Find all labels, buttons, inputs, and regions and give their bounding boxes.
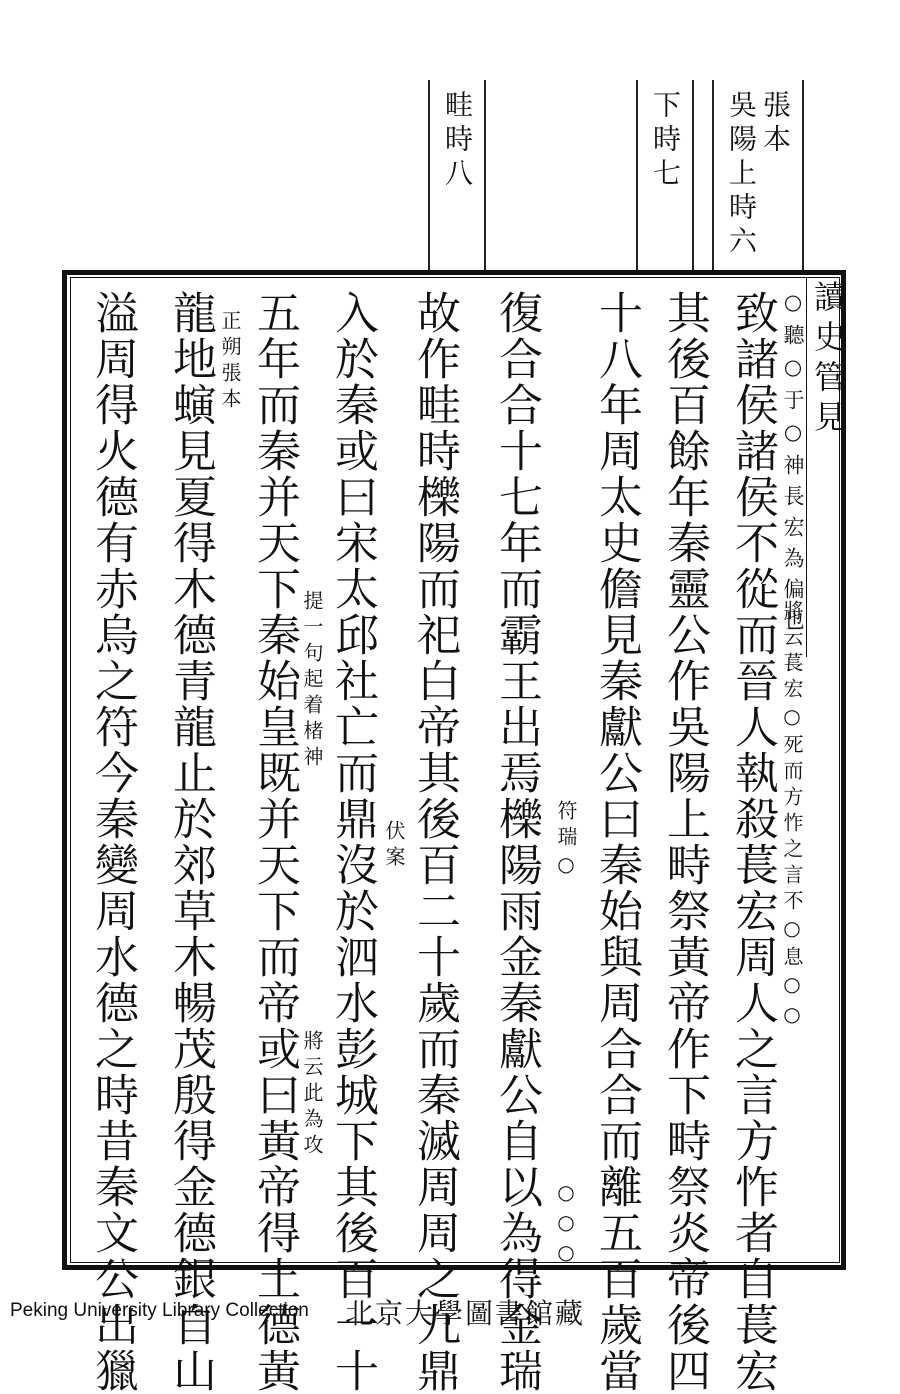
slip-text: 下時七	[649, 90, 682, 192]
slip-text: 張本	[759, 90, 792, 158]
text-column: 十八年周太史儋見秦獻公曰秦始與周合合而離五百歲當	[591, 290, 642, 1394]
slip-xia-shi	[636, 80, 694, 270]
text-column: 致諸侯諸侯不從而晉人執殺萇宏周人之言方怍者自萇宏	[727, 290, 778, 1394]
text-column: 五年而秦并天下秦始皇既并天下而帝或曰黃帝得土德黃	[249, 290, 300, 1394]
text-column: 其後百餘年秦靈公作吳陽上畤祭黃帝作下畤祭炎帝後四	[659, 290, 710, 1394]
text-column: 入於秦或曰宋太邱社亡而鼎沒於泗水彭城下其後百一十	[327, 290, 378, 1394]
footer-collection-chinese: 北京大學圖書館藏	[345, 1297, 586, 1330]
slip-text: 畦時八	[441, 90, 474, 192]
text-column-small: ○聽○于○神長宏為偏也	[781, 290, 805, 640]
slip-xi-shi	[428, 80, 486, 270]
commentary-note: 符瑞○	[554, 800, 578, 882]
text-column: 故作畦時櫟陽而祀白帝其後百二十歲而秦滅周周之九鼎	[409, 290, 460, 1394]
book-title: 讀史管見	[809, 280, 847, 440]
slip-zhang-ben	[712, 80, 804, 270]
slip-text: 吳陽上時六	[725, 90, 758, 260]
commentary-note: 將云此為攻	[300, 1030, 324, 1160]
text-column: 龍地螾見夏得木德青龍止於郊草木暢茂殷得金德銀自山	[165, 290, 216, 1394]
commentary-note: 將云萇宏○死而方怍之言不○息○○	[780, 600, 804, 1032]
footer-collection-english: Peking University Library Collection	[10, 1300, 309, 1321]
commentary-note: 伏案	[382, 820, 406, 872]
commentary-note: 提一句起着楮神	[300, 590, 324, 772]
text-column: 溢周得火德有赤烏之符今秦變周水德之時昔秦文公出獵	[87, 290, 138, 1394]
commentary-note: ○○○	[554, 1180, 578, 1270]
commentary-note: 正朔張本	[218, 310, 242, 414]
text-column: 復合合十七年而霸王出焉櫟陽雨金秦獻公自以為得金瑞	[491, 290, 542, 1394]
